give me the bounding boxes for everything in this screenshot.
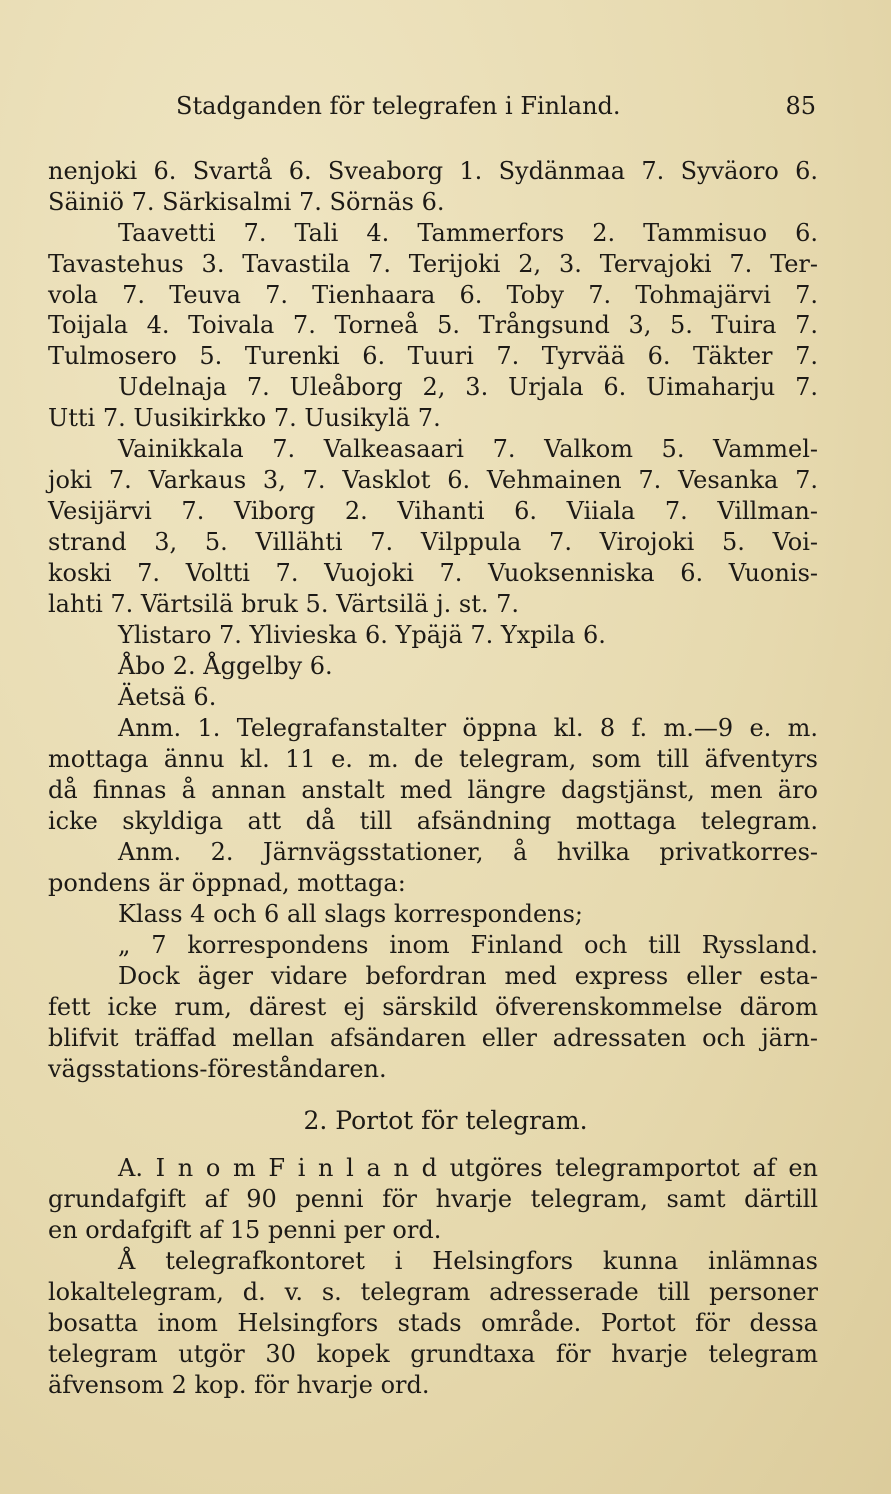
- text-line: Anm. 1. Telegrafanstalter öppna kl. 8 f. m.—9 e. m.: [118, 714, 818, 742]
- text-line: äfvensom 2 kop. för hvarje ord.: [48, 1371, 430, 1399]
- running-header: [176, 92, 816, 128]
- text-line: lahti 7. Värtsilä bruk 5. Värtsilä j. st. 7.: [48, 590, 520, 618]
- text-line: Åbo 2. Åggelby 6.: [118, 652, 333, 680]
- text-line: icke skyldiga att då till afsändning mottaga telegram.: [48, 807, 818, 835]
- text-line: då finnas å annan anstalt med längre dagstjänst, men äro: [48, 776, 818, 804]
- text-line: A. I n o m F i n l a n d utgöres telegramportot af en: [118, 1154, 818, 1182]
- text-line: pondens är öppnad, mottaga:: [48, 869, 406, 897]
- text-line: Utti 7. Uusikirkko 7. Uusikylä 7.: [48, 404, 441, 432]
- text-line: Äetsä 6.: [118, 683, 217, 711]
- text-line: Klass 4 och 6 all slags korrespondens;: [118, 900, 583, 928]
- text-line: vägsstations-föreståndaren.: [48, 1055, 387, 1083]
- text-line: Vesijärvi 7. Viborg 2. Vihanti 6. Viiala 7. Villman-: [48, 497, 818, 525]
- text-line: bosatta inom Helsingfors stads område. Portot för dessa: [48, 1309, 818, 1337]
- text-line: Anm. 2. Järnvägsstationer, å hvilka privatkorres-: [118, 838, 818, 866]
- text-line: lokaltelegram, d. v. s. telegram adresserade till personer: [48, 1278, 818, 1306]
- text-line: joki 7. Varkaus 3, 7. Vasklot 6. Vehmainen 7. Vesanka 7.: [48, 466, 818, 494]
- text-line: Udelnaja 7. Uleåborg 2, 3. Urjala 6. Uimaharju 7.: [118, 373, 818, 401]
- text-line: vola 7. Teuva 7. Tienhaara 6. Toby 7. Tohmajärvi 7.: [48, 281, 818, 309]
- text-line: Vainikkala 7. Valkeasaari 7. Valkom 5. Vammel-: [118, 435, 818, 463]
- text-line: Dock äger vidare befordran med express eller esta-: [118, 962, 818, 990]
- text-line: Tulmosero 5. Turenki 6. Tuuri 7. Tyrvää 6. Täkter 7.: [48, 342, 818, 370]
- text-line: Ylistaro 7. Ylivieska 6. Ypäjä 7. Yxpila 6.: [118, 621, 606, 649]
- text-line: Å telegrafkontoret i Helsingfors kunna inlämnas: [118, 1247, 818, 1275]
- text-line: nenjoki 6. Svartå 6. Sveaborg 1. Sydänmaa 7. Syväoro 6.: [48, 157, 818, 185]
- text-line: blifvit träffad mellan afsändaren eller adressaten och järn-: [48, 1024, 818, 1052]
- text-line: „ 7 korrespondens inom Finland och till Ryssland.: [118, 931, 818, 959]
- text-line: en ordafgift af 15 penni per ord.: [48, 1216, 442, 1244]
- text-line: strand 3, 5. Villähti 7. Vilppula 7. Virojoki 5. Voi-: [48, 528, 818, 556]
- text-line: koski 7. Voltti 7. Vuojoki 7. Vuoksenniska 6. Vuonis-: [48, 559, 818, 587]
- text-line: Taavetti 7. Tali 4. Tammerfors 2. Tammisuo 6.: [118, 219, 818, 247]
- running-title: Stadganden för telegrafen i Finland.: [176, 92, 621, 120]
- text-line: fett icke rum, därest ej särskild öfverenskommelse därom: [48, 993, 818, 1021]
- text-line: Toijala 4. Toivala 7. Torneå 5. Trångsund 3, 5. Tuira 7.: [48, 311, 818, 339]
- text-line: grundafgift af 90 penni för hvarje telegram, samt därtill: [48, 1185, 818, 1213]
- page-number: 85: [785, 92, 816, 120]
- text-line: Tavastehus 3. Tavastila 7. Terijoki 2, 3. Tervajoki 7. Ter-: [48, 250, 818, 278]
- text-line: mottaga ännu kl. 11 e. m. de telegram, som till äfventyrs: [48, 745, 818, 773]
- text-line: telegram utgör 30 kopek grundtaxa för hvarje telegram: [48, 1340, 818, 1368]
- text-line: Säiniö 7. Särkisalmi 7. Sörnäs 6.: [48, 188, 445, 216]
- section-heading: 2. Portot för telegram.: [303, 1106, 588, 1135]
